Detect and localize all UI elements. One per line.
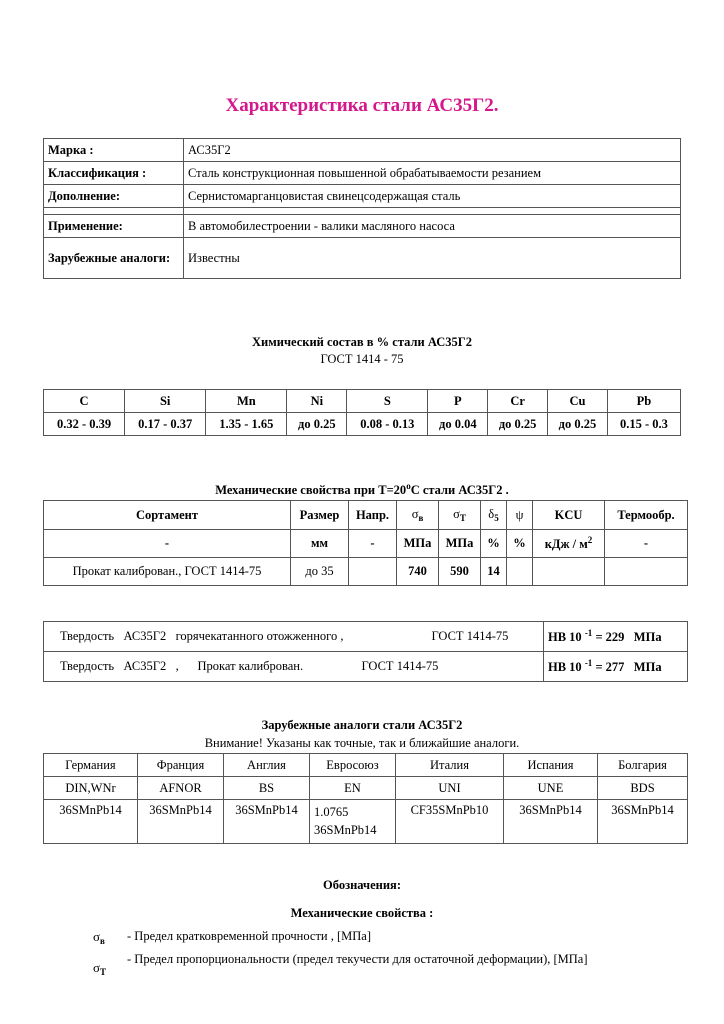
table-row	[44, 622, 688, 652]
chem-value: 0.17 - 0.37	[125, 413, 206, 436]
hardness-gost: ГОСТ 1414-75	[431, 629, 509, 643]
hb-exp: -1	[584, 658, 593, 668]
mech-unit-psi: %	[507, 530, 533, 558]
analog-grade-line: 36SMnPb14	[314, 823, 377, 837]
row-label: Классификация :	[44, 162, 184, 185]
chem-value: до 0.04	[428, 413, 488, 436]
mech-header-delta	[481, 501, 507, 530]
table-row	[44, 162, 681, 185]
analog-grade: CF35SMnPb10	[396, 800, 504, 844]
analog-grade	[310, 800, 396, 844]
table-row	[44, 185, 681, 208]
table-row	[44, 754, 688, 777]
mech-value-dir	[349, 558, 397, 586]
analog-country: Болгария	[598, 754, 688, 777]
delta-sub: 5	[494, 513, 499, 523]
chem-header: Ni	[287, 390, 347, 413]
table-row	[44, 777, 688, 800]
mech-header-heat: Термообр.	[605, 501, 688, 530]
table-row	[44, 390, 681, 413]
analog-standard: UNE	[504, 777, 598, 800]
row-label: Применение:	[44, 215, 184, 238]
kcu-unit: кДж / м	[544, 537, 588, 551]
chem-header: P	[428, 390, 488, 413]
analog-country: Франция	[138, 754, 224, 777]
analog-country: Италия	[396, 754, 504, 777]
hb-value: = 277 МПа	[595, 660, 662, 674]
legend-sub: T	[100, 967, 107, 977]
sigma-symbol: σ	[93, 960, 101, 975]
legend-symbol	[93, 960, 106, 977]
table-row	[44, 238, 681, 279]
chem-header: Mn	[206, 390, 287, 413]
chem-value: до 0.25	[548, 413, 608, 436]
general-table	[43, 138, 681, 279]
analog-grade: 36SMnPb14	[44, 800, 138, 844]
hardness-table	[43, 621, 688, 682]
table-row	[44, 530, 688, 558]
table-row	[44, 413, 681, 436]
table-row	[44, 800, 688, 844]
analog-grade-line: 1.0765	[314, 805, 349, 819]
hb-label: HB 10	[548, 630, 582, 644]
row-value: Сталь конструкционная повышенной обрабатываемости резанием	[184, 162, 681, 185]
hardness-desc	[44, 652, 544, 682]
analog-grade: 36SMnPb14	[504, 800, 598, 844]
sigma-t-sub: T	[459, 513, 466, 523]
mech-value-sigma-t: 590	[439, 558, 481, 586]
hb-exp: -1	[584, 628, 593, 638]
chem-value: до 0.25	[488, 413, 548, 436]
analog-grade: 36SMnPb14	[138, 800, 224, 844]
analogs-title: Зарубежные аналоги стали АС35Г2	[261, 718, 463, 732]
legend-symbol	[93, 929, 105, 946]
mechanical-title-prefix: Механические свойства при Т=20	[215, 483, 407, 497]
analog-grade: 36SMnPb14	[224, 800, 310, 844]
chem-header: Cr	[488, 390, 548, 413]
mech-value-delta: 14	[481, 558, 507, 586]
mech-header-sortament: Сортамент	[44, 501, 291, 530]
chem-value: 0.15 - 0.3	[607, 413, 680, 436]
analog-grade: 36SMnPb14	[598, 800, 688, 844]
legend-title: Обозначения:	[323, 878, 401, 892]
mech-value-psi	[507, 558, 533, 586]
chem-value: до 0.25	[287, 413, 347, 436]
chem-header: Si	[125, 390, 206, 413]
mech-unit-kcu	[533, 530, 605, 558]
analog-standard: BDS	[598, 777, 688, 800]
mech-value-sortament: Прокат калиброван., ГОСТ 1414-75	[44, 558, 291, 586]
mech-unit-heat: -	[605, 530, 688, 558]
analog-standard: EN	[310, 777, 396, 800]
row-value: АС35Г2	[184, 139, 681, 162]
table-row	[44, 501, 688, 530]
mech-unit-delta: %	[481, 530, 507, 558]
analogs-table	[43, 753, 688, 844]
row-value: Сернистомарганцовистая свинецсодержащая сталь	[184, 185, 681, 208]
hardness-gost: ГОСТ 1414-75	[361, 659, 439, 673]
mech-header-sigma-b	[397, 501, 439, 530]
hardness-desc	[44, 622, 544, 652]
analog-country: Англия	[224, 754, 310, 777]
chem-value: 0.32 - 0.39	[44, 413, 125, 436]
table-row	[44, 652, 688, 682]
sigma-symbol: σ	[411, 507, 419, 521]
hardness-text: Твердость АС35Г2 горячекатанного отожженного ,	[60, 629, 344, 643]
analogs-note: Внимание! Указаны как точные, так и ближайшие аналоги.	[204, 736, 520, 750]
legend-text: - Предел пропорциональности (предел текучести для остаточной деформации), [МПа]	[127, 952, 588, 966]
mech-unit-sortament: -	[44, 530, 291, 558]
mech-value-heat	[605, 558, 688, 586]
row-value: Известны	[184, 238, 681, 279]
chem-header: Pb	[607, 390, 680, 413]
legend-subtitle: Механические свойства :	[290, 906, 434, 920]
chem-header: S	[347, 390, 428, 413]
hardness-value	[544, 652, 688, 682]
hardness-text: Твердость АС35Г2 , Прокат калиброван.	[60, 659, 304, 673]
chemical-title: Химический состав в % стали АС35Г2	[252, 335, 472, 349]
chemical-standard: ГОСТ 1414 - 75	[320, 352, 404, 366]
chem-header: Cu	[548, 390, 608, 413]
hardness-value	[544, 622, 688, 652]
mech-header-psi: ψ	[507, 501, 533, 530]
table-row	[44, 139, 681, 162]
mech-unit-sigma-b: МПа	[397, 530, 439, 558]
sigma-symbol: σ	[453, 507, 460, 521]
mechanical-title	[0, 481, 724, 498]
analog-country: Германия	[44, 754, 138, 777]
mech-unit-size: мм	[291, 530, 349, 558]
table-row	[44, 558, 688, 586]
mech-header-size: Размер	[291, 501, 349, 530]
sigma-symbol: σ	[93, 929, 101, 944]
chemical-table	[43, 389, 681, 436]
mech-unit-sigma-t: МПа	[439, 530, 481, 558]
mech-value-kcu	[533, 558, 605, 586]
chem-value: 1.35 - 1.65	[206, 413, 287, 436]
table-gap	[44, 208, 681, 215]
analog-standard: DIN,WNr	[44, 777, 138, 800]
chem-value: 0.08 - 0.13	[347, 413, 428, 436]
analog-country: Евросоюз	[310, 754, 396, 777]
delta-symbol: δ	[488, 507, 495, 521]
legend-sub: в	[100, 936, 105, 946]
hb-label: HB 10	[548, 660, 582, 674]
mechanical-title-suffix: С стали АС35Г2 .	[410, 483, 509, 497]
mech-header-kcu: KCU	[533, 501, 605, 530]
row-label: Марка :	[44, 139, 184, 162]
sigma-b-sub: в	[418, 513, 424, 523]
analog-standard: UNI	[396, 777, 504, 800]
table-row	[44, 215, 681, 238]
analog-standard: AFNOR	[138, 777, 224, 800]
hb-value: = 229 МПа	[595, 630, 662, 644]
mech-header-dir: Напр.	[349, 501, 397, 530]
mech-unit-dir: -	[349, 530, 397, 558]
analog-standard: BS	[224, 777, 310, 800]
legend-text: - Предел кратковременной прочности , [МПа]	[127, 929, 372, 943]
mechanical-title-sup: o	[406, 481, 411, 491]
mech-value-sigma-b: 740	[397, 558, 439, 586]
row-value: В автомобилестроении - валики масляного насоса	[184, 215, 681, 238]
row-label: Зарубежные аналоги:	[44, 238, 184, 279]
mech-value-size: до 35	[291, 558, 349, 586]
mechanical-table	[43, 500, 688, 586]
row-label: Дополнение:	[44, 185, 184, 208]
chem-header: C	[44, 390, 125, 413]
page-title: Характеристика стали АС35Г2.	[225, 95, 499, 116]
kcu-unit-sup: 2	[587, 535, 593, 545]
mech-header-sigma-t	[439, 501, 481, 530]
analog-country: Испания	[504, 754, 598, 777]
